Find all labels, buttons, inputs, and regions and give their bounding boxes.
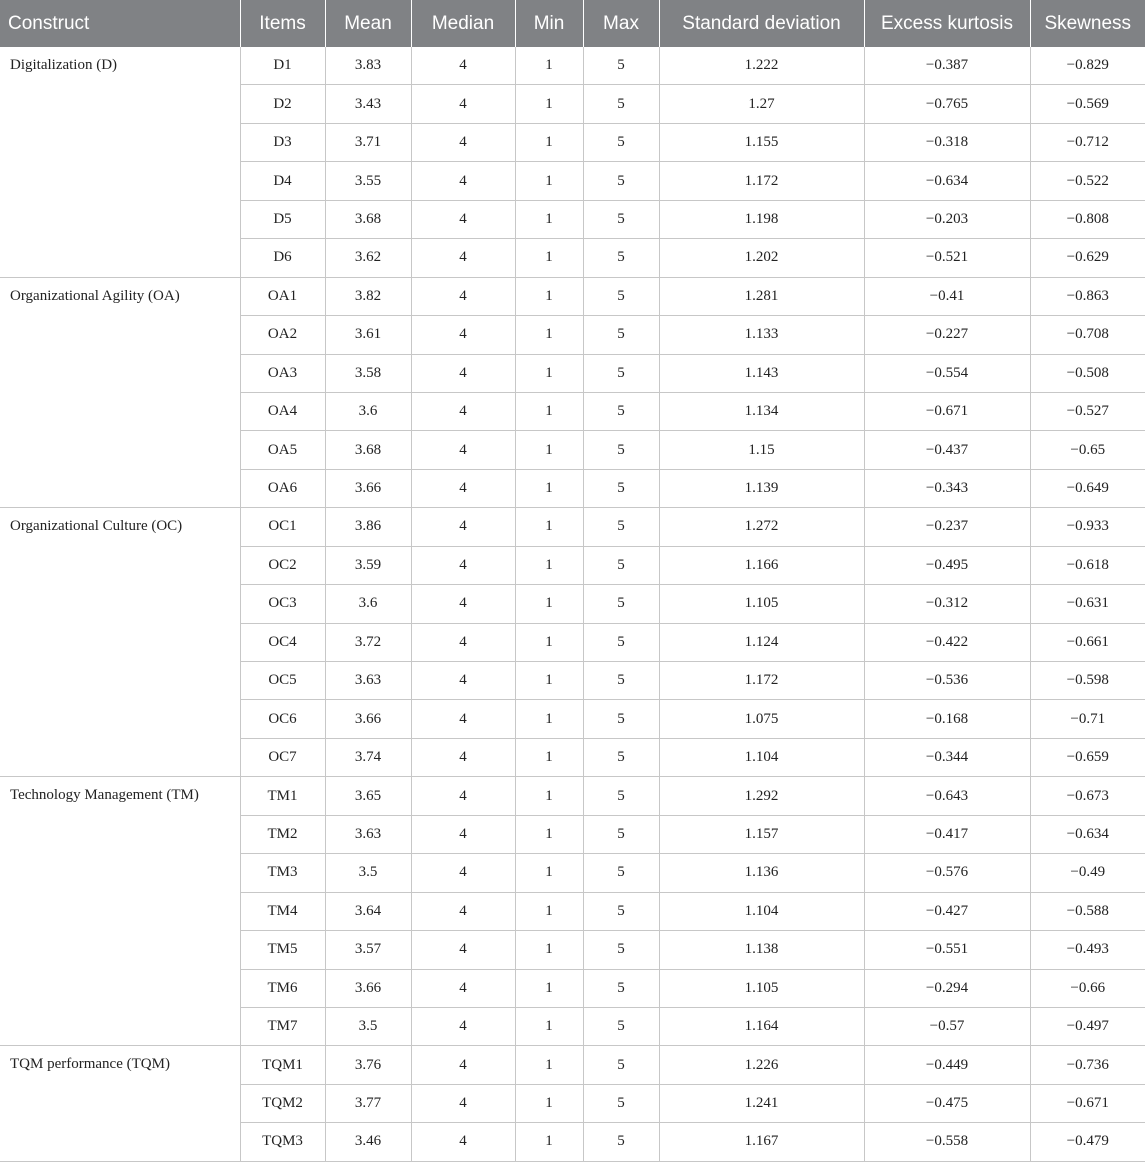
min-cell: 1 — [515, 969, 583, 1007]
mean-cell: 3.66 — [325, 969, 411, 1007]
excess-kurtosis-cell: −0.237 — [864, 508, 1030, 546]
skewness-cell: −0.65 — [1030, 431, 1145, 469]
item-cell: OA2 — [240, 316, 325, 354]
item-cell: TM3 — [240, 854, 325, 892]
skewness-cell: −0.659 — [1030, 738, 1145, 776]
min-cell: 1 — [515, 854, 583, 892]
max-cell: 5 — [583, 85, 659, 123]
standard-deviation-cell: 1.167 — [659, 1123, 864, 1161]
median-cell: 4 — [411, 354, 515, 392]
excess-kurtosis-cell: −0.41 — [864, 277, 1030, 315]
median-cell: 4 — [411, 1084, 515, 1122]
mean-cell: 3.65 — [325, 777, 411, 815]
construct-cell: TQM performance (TQM) — [0, 1046, 240, 1161]
excess-kurtosis-cell: −0.227 — [864, 316, 1030, 354]
standard-deviation-cell: 1.166 — [659, 546, 864, 584]
item-cell: D1 — [240, 47, 325, 85]
skewness-cell: −0.66 — [1030, 969, 1145, 1007]
standard-deviation-cell: 1.241 — [659, 1084, 864, 1122]
min-cell: 1 — [515, 777, 583, 815]
excess-kurtosis-cell: −0.576 — [864, 854, 1030, 892]
skewness-cell: −0.522 — [1030, 162, 1145, 200]
excess-kurtosis-cell: −0.427 — [864, 892, 1030, 930]
standard-deviation-cell: 1.104 — [659, 738, 864, 776]
median-cell: 4 — [411, 546, 515, 584]
mean-cell: 3.55 — [325, 162, 411, 200]
item-cell: OC1 — [240, 508, 325, 546]
min-cell: 1 — [515, 354, 583, 392]
item-cell: D5 — [240, 200, 325, 238]
min-cell: 1 — [515, 469, 583, 507]
median-cell: 4 — [411, 854, 515, 892]
skewness-cell: −0.649 — [1030, 469, 1145, 507]
min-cell: 1 — [515, 1007, 583, 1045]
excess-kurtosis-cell: −0.318 — [864, 123, 1030, 161]
standard-deviation-cell: 1.164 — [659, 1007, 864, 1045]
max-cell: 5 — [583, 123, 659, 161]
median-cell: 4 — [411, 1007, 515, 1045]
mean-cell: 3.43 — [325, 85, 411, 123]
table-row — [0, 508, 1145, 546]
min-cell: 1 — [515, 200, 583, 238]
item-cell: OC6 — [240, 700, 325, 738]
item-cell: OA1 — [240, 277, 325, 315]
table-row — [0, 47, 1145, 85]
min-cell: 1 — [515, 738, 583, 776]
header-standard-deviation: Standard deviation — [659, 0, 864, 47]
max-cell: 5 — [583, 623, 659, 661]
item-cell: TM2 — [240, 815, 325, 853]
max-cell: 5 — [583, 931, 659, 969]
excess-kurtosis-cell: −0.671 — [864, 392, 1030, 430]
excess-kurtosis-cell: −0.57 — [864, 1007, 1030, 1045]
skewness-cell: −0.712 — [1030, 123, 1145, 161]
min-cell: 1 — [515, 1123, 583, 1161]
mean-cell: 3.6 — [325, 392, 411, 430]
item-cell: TQM3 — [240, 1123, 325, 1161]
max-cell: 5 — [583, 392, 659, 430]
construct-cell: Technology Management (TM) — [0, 777, 240, 1046]
median-cell: 4 — [411, 738, 515, 776]
excess-kurtosis-cell: −0.536 — [864, 662, 1030, 700]
max-cell: 5 — [583, 508, 659, 546]
standard-deviation-cell: 1.202 — [659, 239, 864, 277]
item-cell: TM1 — [240, 777, 325, 815]
skewness-cell: −0.808 — [1030, 200, 1145, 238]
item-cell: OC5 — [240, 662, 325, 700]
excess-kurtosis-cell: −0.449 — [864, 1046, 1030, 1084]
skewness-cell: −0.618 — [1030, 546, 1145, 584]
skewness-cell: −0.569 — [1030, 85, 1145, 123]
header-skewness: Skewness — [1030, 0, 1145, 47]
min-cell: 1 — [515, 239, 583, 277]
item-cell: OA6 — [240, 469, 325, 507]
standard-deviation-cell: 1.105 — [659, 969, 864, 1007]
excess-kurtosis-cell: −0.312 — [864, 585, 1030, 623]
header-excess-kurtosis: Excess kurtosis — [864, 0, 1030, 47]
min-cell: 1 — [515, 392, 583, 430]
excess-kurtosis-cell: −0.495 — [864, 546, 1030, 584]
max-cell: 5 — [583, 47, 659, 85]
standard-deviation-cell: 1.222 — [659, 47, 864, 85]
standard-deviation-cell: 1.198 — [659, 200, 864, 238]
mean-cell: 3.58 — [325, 354, 411, 392]
skewness-cell: −0.629 — [1030, 239, 1145, 277]
item-cell: D2 — [240, 85, 325, 123]
min-cell: 1 — [515, 162, 583, 200]
standard-deviation-cell: 1.105 — [659, 585, 864, 623]
max-cell: 5 — [583, 469, 659, 507]
median-cell: 4 — [411, 277, 515, 315]
min-cell: 1 — [515, 892, 583, 930]
header-median: Median — [411, 0, 515, 47]
max-cell: 5 — [583, 969, 659, 1007]
item-cell: OA3 — [240, 354, 325, 392]
min-cell: 1 — [515, 700, 583, 738]
max-cell: 5 — [583, 277, 659, 315]
min-cell: 1 — [515, 431, 583, 469]
min-cell: 1 — [515, 1046, 583, 1084]
median-cell: 4 — [411, 969, 515, 1007]
standard-deviation-cell: 1.136 — [659, 854, 864, 892]
mean-cell: 3.6 — [325, 585, 411, 623]
skewness-cell: −0.661 — [1030, 623, 1145, 661]
standard-deviation-cell: 1.155 — [659, 123, 864, 161]
mean-cell: 3.68 — [325, 200, 411, 238]
min-cell: 1 — [515, 815, 583, 853]
standard-deviation-cell: 1.138 — [659, 931, 864, 969]
min-cell: 1 — [515, 123, 583, 161]
min-cell: 1 — [515, 508, 583, 546]
header-min: Min — [515, 0, 583, 47]
max-cell: 5 — [583, 200, 659, 238]
standard-deviation-cell: 1.15 — [659, 431, 864, 469]
max-cell: 5 — [583, 815, 659, 853]
max-cell: 5 — [583, 585, 659, 623]
skewness-cell: −0.493 — [1030, 931, 1145, 969]
construct-cell: Organizational Culture (OC) — [0, 508, 240, 777]
mean-cell: 3.68 — [325, 431, 411, 469]
min-cell: 1 — [515, 316, 583, 354]
median-cell: 4 — [411, 662, 515, 700]
max-cell: 5 — [583, 546, 659, 584]
skewness-cell: −0.736 — [1030, 1046, 1145, 1084]
mean-cell: 3.61 — [325, 316, 411, 354]
item-cell: TQM2 — [240, 1084, 325, 1122]
skewness-cell: −0.671 — [1030, 1084, 1145, 1122]
median-cell: 4 — [411, 815, 515, 853]
standard-deviation-cell: 1.157 — [659, 815, 864, 853]
table-header — [0, 0, 1145, 47]
mean-cell: 3.66 — [325, 700, 411, 738]
max-cell: 5 — [583, 700, 659, 738]
max-cell: 5 — [583, 738, 659, 776]
standard-deviation-cell: 1.226 — [659, 1046, 864, 1084]
item-cell: OA4 — [240, 392, 325, 430]
mean-cell: 3.64 — [325, 892, 411, 930]
skewness-cell: −0.49 — [1030, 854, 1145, 892]
skewness-cell: −0.631 — [1030, 585, 1145, 623]
item-cell: OC4 — [240, 623, 325, 661]
max-cell: 5 — [583, 162, 659, 200]
item-cell: OC7 — [240, 738, 325, 776]
table-row — [0, 277, 1145, 315]
min-cell: 1 — [515, 1084, 583, 1122]
item-cell: TM6 — [240, 969, 325, 1007]
median-cell: 4 — [411, 623, 515, 661]
item-cell: TM4 — [240, 892, 325, 930]
excess-kurtosis-cell: −0.343 — [864, 469, 1030, 507]
max-cell: 5 — [583, 354, 659, 392]
skewness-cell: −0.598 — [1030, 662, 1145, 700]
median-cell: 4 — [411, 931, 515, 969]
median-cell: 4 — [411, 585, 515, 623]
excess-kurtosis-cell: −0.643 — [864, 777, 1030, 815]
mean-cell: 3.66 — [325, 469, 411, 507]
min-cell: 1 — [515, 623, 583, 661]
median-cell: 4 — [411, 47, 515, 85]
excess-kurtosis-cell: −0.203 — [864, 200, 1030, 238]
max-cell: 5 — [583, 777, 659, 815]
max-cell: 5 — [583, 892, 659, 930]
median-cell: 4 — [411, 1123, 515, 1161]
item-cell: OA5 — [240, 431, 325, 469]
item-cell: OC2 — [240, 546, 325, 584]
excess-kurtosis-cell: −0.551 — [864, 931, 1030, 969]
max-cell: 5 — [583, 239, 659, 277]
mean-cell: 3.5 — [325, 854, 411, 892]
item-cell: OC3 — [240, 585, 325, 623]
median-cell: 4 — [411, 508, 515, 546]
mean-cell: 3.77 — [325, 1084, 411, 1122]
min-cell: 1 — [515, 277, 583, 315]
min-cell: 1 — [515, 546, 583, 584]
excess-kurtosis-cell: −0.344 — [864, 738, 1030, 776]
skewness-cell: −0.634 — [1030, 815, 1145, 853]
skewness-cell: −0.479 — [1030, 1123, 1145, 1161]
header-mean: Mean — [325, 0, 411, 47]
standard-deviation-cell: 1.143 — [659, 354, 864, 392]
skewness-cell: −0.933 — [1030, 508, 1145, 546]
mean-cell: 3.59 — [325, 546, 411, 584]
excess-kurtosis-cell: −0.437 — [864, 431, 1030, 469]
excess-kurtosis-cell: −0.634 — [864, 162, 1030, 200]
mean-cell: 3.86 — [325, 508, 411, 546]
excess-kurtosis-cell: −0.168 — [864, 700, 1030, 738]
mean-cell: 3.63 — [325, 815, 411, 853]
standard-deviation-cell: 1.172 — [659, 662, 864, 700]
standard-deviation-cell: 1.139 — [659, 469, 864, 507]
min-cell: 1 — [515, 585, 583, 623]
construct-cell: Organizational Agility (OA) — [0, 277, 240, 508]
median-cell: 4 — [411, 85, 515, 123]
median-cell: 4 — [411, 431, 515, 469]
excess-kurtosis-cell: −0.387 — [864, 47, 1030, 85]
item-cell: TQM1 — [240, 1046, 325, 1084]
max-cell: 5 — [583, 316, 659, 354]
standard-deviation-cell: 1.272 — [659, 508, 864, 546]
mean-cell: 3.83 — [325, 47, 411, 85]
skewness-cell: −0.708 — [1030, 316, 1145, 354]
skewness-cell: −0.508 — [1030, 354, 1145, 392]
excess-kurtosis-cell: −0.422 — [864, 623, 1030, 661]
mean-cell: 3.62 — [325, 239, 411, 277]
median-cell: 4 — [411, 316, 515, 354]
table-row — [0, 777, 1145, 815]
excess-kurtosis-cell: −0.521 — [864, 239, 1030, 277]
standard-deviation-cell: 1.104 — [659, 892, 864, 930]
excess-kurtosis-cell: −0.765 — [864, 85, 1030, 123]
table-body — [0, 47, 1145, 1161]
min-cell: 1 — [515, 662, 583, 700]
standard-deviation-cell: 1.292 — [659, 777, 864, 815]
mean-cell: 3.63 — [325, 662, 411, 700]
standard-deviation-cell: 1.27 — [659, 85, 864, 123]
max-cell: 5 — [583, 662, 659, 700]
median-cell: 4 — [411, 123, 515, 161]
max-cell: 5 — [583, 1007, 659, 1045]
table-row — [0, 1046, 1145, 1084]
median-cell: 4 — [411, 777, 515, 815]
header-construct: Construct — [0, 0, 240, 47]
max-cell: 5 — [583, 431, 659, 469]
excess-kurtosis-cell: −0.417 — [864, 815, 1030, 853]
min-cell: 1 — [515, 931, 583, 969]
mean-cell: 3.46 — [325, 1123, 411, 1161]
skewness-cell: −0.588 — [1030, 892, 1145, 930]
excess-kurtosis-cell: −0.558 — [864, 1123, 1030, 1161]
mean-cell: 3.82 — [325, 277, 411, 315]
standard-deviation-cell: 1.172 — [659, 162, 864, 200]
excess-kurtosis-cell: −0.475 — [864, 1084, 1030, 1122]
standard-deviation-cell: 1.124 — [659, 623, 864, 661]
item-cell: D4 — [240, 162, 325, 200]
standard-deviation-cell: 1.075 — [659, 700, 864, 738]
median-cell: 4 — [411, 200, 515, 238]
standard-deviation-cell: 1.133 — [659, 316, 864, 354]
skewness-cell: −0.497 — [1030, 1007, 1145, 1045]
header-max: Max — [583, 0, 659, 47]
median-cell: 4 — [411, 162, 515, 200]
skewness-cell: −0.71 — [1030, 700, 1145, 738]
mean-cell: 3.5 — [325, 1007, 411, 1045]
item-cell: TM5 — [240, 931, 325, 969]
skewness-cell: −0.863 — [1030, 277, 1145, 315]
max-cell: 5 — [583, 1046, 659, 1084]
item-cell: D6 — [240, 239, 325, 277]
max-cell: 5 — [583, 1123, 659, 1161]
skewness-cell: −0.673 — [1030, 777, 1145, 815]
median-cell: 4 — [411, 469, 515, 507]
construct-cell: Digitalization (D) — [0, 47, 240, 277]
median-cell: 4 — [411, 239, 515, 277]
median-cell: 4 — [411, 700, 515, 738]
skewness-cell: −0.527 — [1030, 392, 1145, 430]
mean-cell: 3.76 — [325, 1046, 411, 1084]
skewness-cell: −0.829 — [1030, 47, 1145, 85]
min-cell: 1 — [515, 85, 583, 123]
max-cell: 5 — [583, 854, 659, 892]
standard-deviation-cell: 1.134 — [659, 392, 864, 430]
header-items: Items — [240, 0, 325, 47]
header-row — [0, 0, 1145, 47]
max-cell: 5 — [583, 1084, 659, 1122]
min-cell: 1 — [515, 47, 583, 85]
item-cell: TM7 — [240, 1007, 325, 1045]
item-cell: D3 — [240, 123, 325, 161]
median-cell: 4 — [411, 1046, 515, 1084]
excess-kurtosis-cell: −0.554 — [864, 354, 1030, 392]
mean-cell: 3.74 — [325, 738, 411, 776]
standard-deviation-cell: 1.281 — [659, 277, 864, 315]
median-cell: 4 — [411, 892, 515, 930]
mean-cell: 3.57 — [325, 931, 411, 969]
median-cell: 4 — [411, 392, 515, 430]
mean-cell: 3.71 — [325, 123, 411, 161]
mean-cell: 3.72 — [325, 623, 411, 661]
excess-kurtosis-cell: −0.294 — [864, 969, 1030, 1007]
